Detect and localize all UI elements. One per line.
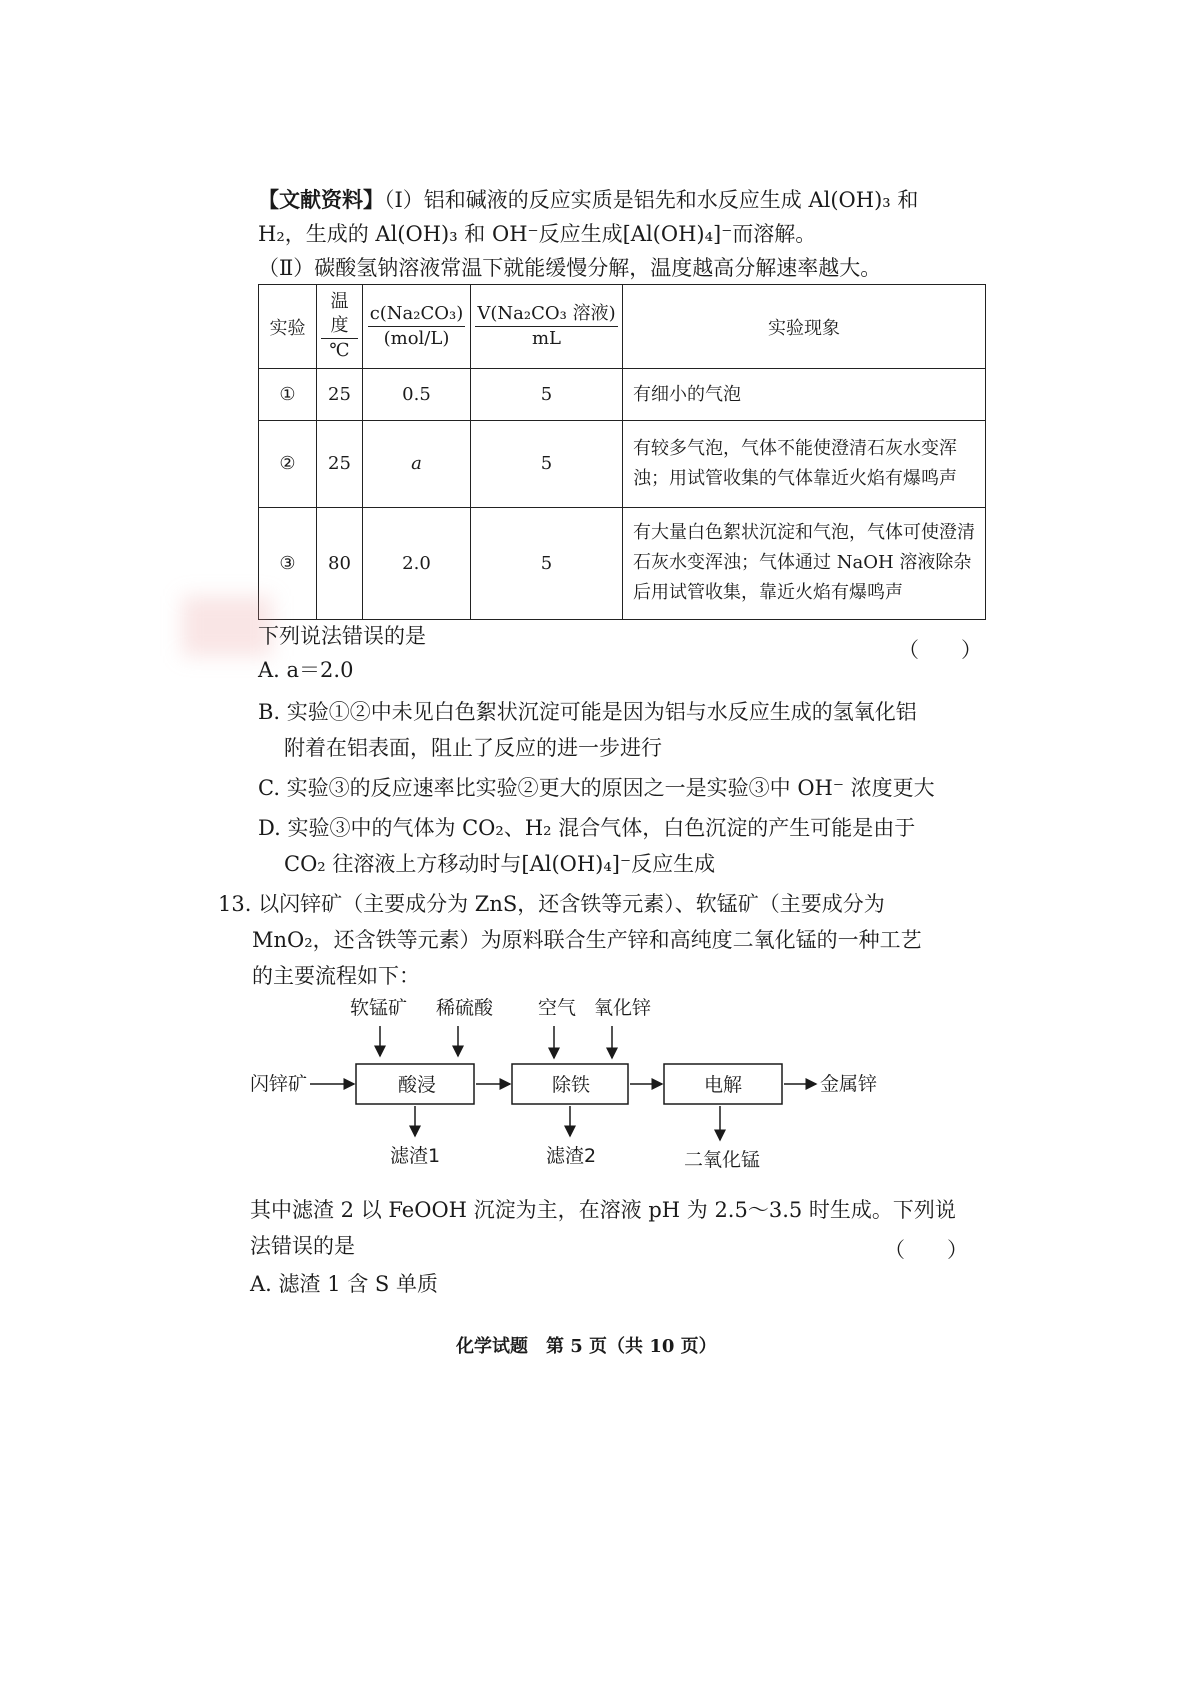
header-concentration: $\frac{\text{c(Na₂CO₃)}}{\text{(mol/L)}}$: [363, 285, 471, 369]
q13-answer-paren: （ ）: [884, 1238, 968, 1262]
residue-1: 滤渣1: [390, 1145, 441, 1167]
q13-stem-line2: MnO₂，还含铁等元素）为原料联合生产锌和高纯度二氧化锰的一种工艺: [252, 928, 922, 952]
q13-stem-line1: 13. 以闪锌矿（主要成分为 ZnS，还含铁等元素）、软锰矿（主要成分为: [218, 892, 885, 916]
q13-after-line2: 法错误的是: [250, 1234, 355, 1258]
header-temperature: $\frac{\text{温度}}{℃}$: [317, 285, 363, 369]
row-volume: 5: [471, 369, 623, 421]
q12-answer-paren: （ ）: [898, 638, 982, 662]
q12-option-d-line1: D. 实验③中的气体为 CO₂、H₂ 混合气体，白色沉淀的产生可能是由于: [258, 816, 916, 840]
row-volume: 5: [471, 421, 623, 507]
header-phenomenon: 实验现象: [623, 285, 986, 369]
input-air: 空气: [538, 997, 577, 1019]
table-row: [259, 421, 986, 507]
table-row: [259, 369, 986, 421]
byproduct-manganese-dioxide: 二氧化锰: [684, 1149, 761, 1171]
q12-stem: 下列说法错误的是: [258, 624, 426, 648]
row-concentration: 2.0: [363, 507, 471, 619]
q13-after-line1: 其中滤渣 2 以 FeOOH 沉淀为主，在溶液 pH 为 2.5～3.5 时生成。下列说: [250, 1198, 956, 1222]
raw-sphalerite: 闪锌矿: [250, 1073, 308, 1095]
row-concentration: a: [363, 421, 471, 507]
experiment-table: [258, 284, 986, 620]
row-concentration: 0.5: [363, 369, 471, 421]
input-pyrolusite: 软锰矿: [350, 997, 408, 1019]
table-header-row: [259, 285, 986, 369]
row-temperature: 25: [317, 369, 363, 421]
box-iron-removal-label: 除铁: [552, 1074, 591, 1096]
input-zinc-oxide: 氧化锌: [594, 997, 652, 1019]
row-phenomenon: 有大量白色絮状沉淀和气泡，气体可使澄清石灰水变浑浊；气体通过 NaOH 溶液除杂后用试管收集，靠近火焰有爆鸣声: [623, 507, 986, 619]
q12-option-d-line2: CO₂ 往溶液上方移动时与[Al(OH)₄]⁻反应生成: [284, 852, 716, 876]
row-temperature: 25: [317, 421, 363, 507]
q13-stem-line3: 的主要流程如下：: [252, 964, 420, 988]
row-id: ②: [259, 421, 317, 507]
box-electrolysis-label: 电解: [704, 1074, 743, 1096]
q12-option-b-line1: B. 实验①②中未见白色絮状沉淀可能是因为铝与水反应生成的氢氧化铝: [258, 700, 917, 724]
output-zinc: 金属锌: [820, 1073, 878, 1095]
input-dilute-sulfuric-acid: 稀硫酸: [436, 997, 494, 1019]
q12-option-c: C. 实验③的反应速率比实验②更大的原因之一是实验③中 OH⁻ 浓度更大: [258, 776, 935, 800]
q13-option-a: A. 滤渣 1 含 S 单质: [250, 1272, 438, 1296]
table-row: [259, 507, 986, 619]
page-footer: 化学试题 第 5 页（共 10 页）: [456, 1336, 717, 1357]
literature-intro-line1: [258, 186, 918, 214]
literature-text-1: （Ⅰ）铝和碱液的反应实质是铝先和水反应生成 Al(OH)₃ 和: [384, 188, 919, 212]
row-id: ①: [259, 369, 317, 421]
header-experiment: 实验: [259, 285, 317, 369]
literature-intro-line3: （Ⅱ）碳酸氢钠溶液常温下就能缓慢分解，温度越高分解速率越大。: [258, 256, 882, 280]
row-volume: 5: [471, 507, 623, 619]
literature-label: 【文献资料】: [258, 187, 384, 212]
row-temperature: 80: [317, 507, 363, 619]
box-acid-leach-label: 酸浸: [398, 1074, 437, 1096]
q12-option-b-line2: 附着在铝表面，阻止了反应的进一步进行: [284, 736, 662, 760]
literature-intro-line2: H₂，生成的 Al(OH)₃ 和 OH⁻反应生成[Al(OH)₄]⁻而溶解。: [258, 222, 817, 246]
residue-2: 滤渣2: [546, 1145, 597, 1167]
header-volume: $\frac{\text{V(Na₂CO₃ 溶液)}}{mL}$: [471, 285, 623, 369]
process-flow-diagram: [250, 990, 930, 1190]
row-phenomenon: 有较多气泡，气体不能使澄清石灰水变浑浊；用试管收集的气体靠近火焰有爆鸣声: [623, 421, 986, 507]
row-id: ③: [259, 507, 317, 619]
row-phenomenon: 有细小的气泡: [623, 369, 986, 421]
q12-option-a: A. a＝2.0: [258, 658, 354, 682]
